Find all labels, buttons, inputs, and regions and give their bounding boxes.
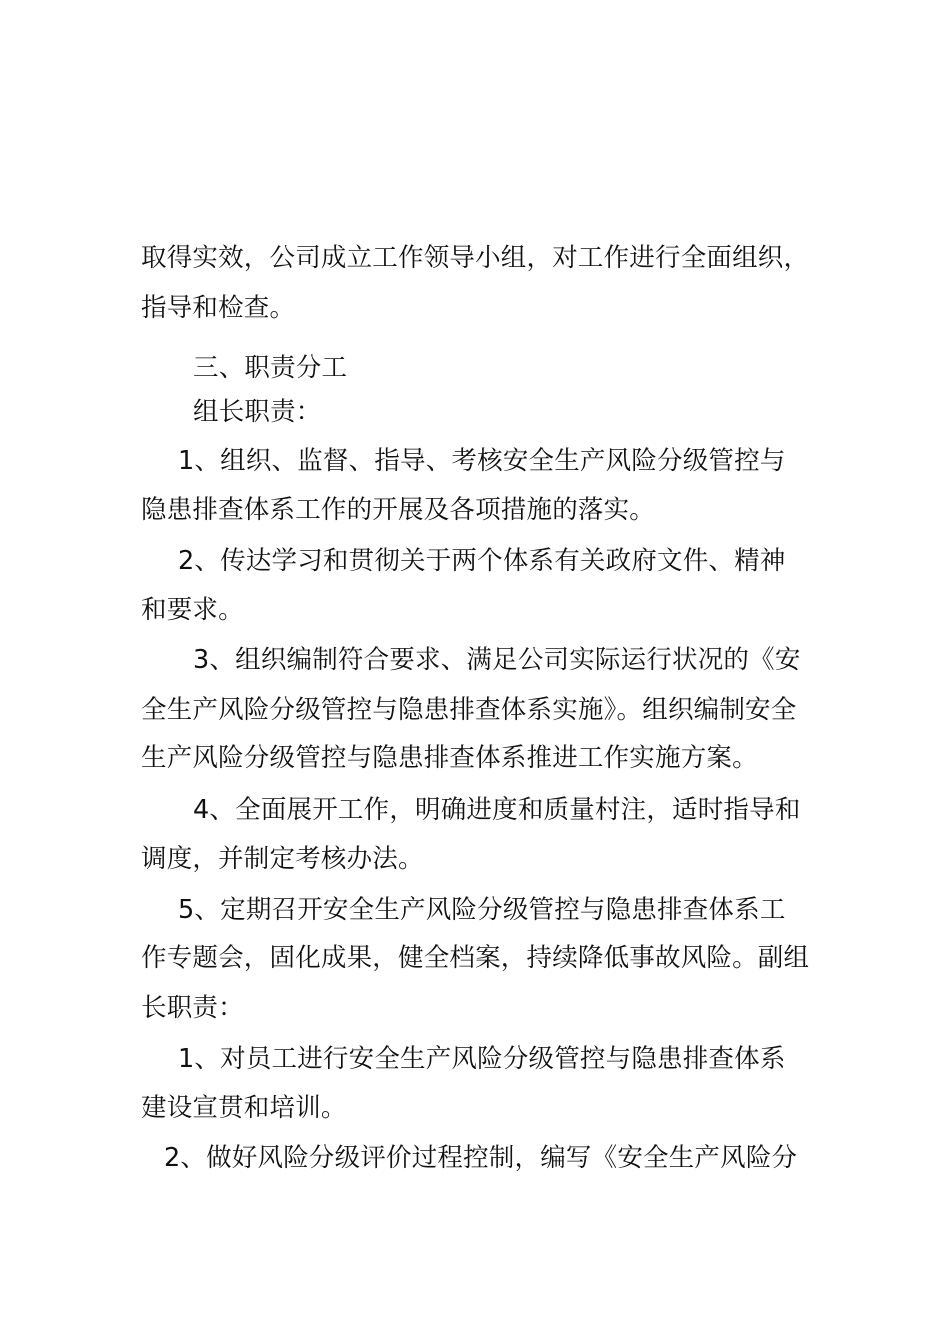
text-line: 生产风险分级管控与隐患排查体系推进工作实施方案。 [141, 743, 758, 773]
text-line: 作专题会，固化成果，健全档案，持续降低事故风险。副组 [141, 943, 810, 973]
text-line: 4、全面展开工作，明确进度和质量村注，适时指导和 [193, 795, 801, 825]
text-line: 和要求。 [141, 595, 244, 625]
section-heading: 三、职责分工 [193, 353, 348, 383]
text-line: 2、传达学习和贯彻关于两个体系有关政府文件、精神 [178, 546, 786, 576]
text-line: 5、定期召开安全生产风险分级管控与隐患排查体系工 [178, 895, 786, 925]
text-line: 取得实效，公司成立工作领导小组，对工作进行全面组织， [141, 243, 810, 273]
text-line: 全生产风险分级管控与隐患排查体系实施》。组织编制安全 [141, 695, 797, 725]
text-line: 1、对员工进行安全生产风险分级管控与隐患排查体系 [178, 1044, 786, 1074]
text-line: 3、组织编制符合要求、满足公司实际运行状况的《安 [193, 645, 801, 675]
text-line: 指导和检查。 [141, 293, 296, 323]
text-line: 建设宣贯和培训。 [141, 1093, 347, 1123]
text-line: 长职责： [141, 993, 244, 1023]
text-line: 调度，并制定考核办法。 [141, 844, 424, 874]
text-line: 2、做好风险分级评价过程控制，编写《安全生产风险分 [164, 1143, 798, 1173]
text-line: 1、组织、监督、指导、考核安全生产风险分级管控与 [178, 446, 786, 476]
text-line: 隐患排查体系工作的开展及各项措施的落实。 [141, 495, 656, 525]
subheading: 组长职责： [193, 397, 322, 427]
